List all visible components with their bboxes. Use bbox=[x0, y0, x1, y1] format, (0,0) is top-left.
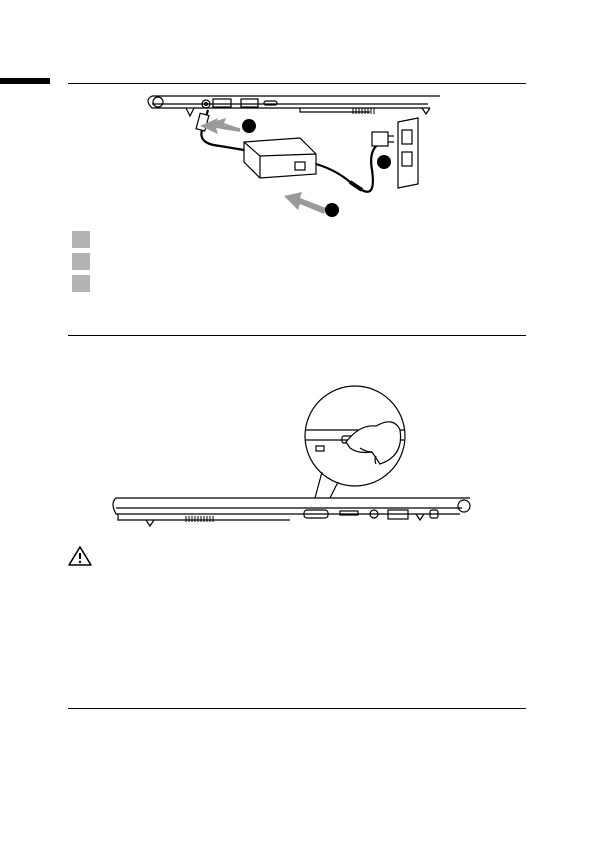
step-1-box bbox=[72, 231, 90, 248]
power-adapter-illustration bbox=[140, 90, 440, 220]
step-2-box bbox=[72, 253, 90, 270]
warning-triangle-icon bbox=[67, 545, 93, 567]
section-divider-top bbox=[68, 83, 526, 84]
section-divider-middle bbox=[68, 335, 526, 336]
step-3-box bbox=[72, 275, 90, 292]
power-button-illustration bbox=[110, 386, 480, 536]
language-tab bbox=[0, 78, 50, 84]
section-divider-bottom bbox=[68, 708, 526, 709]
